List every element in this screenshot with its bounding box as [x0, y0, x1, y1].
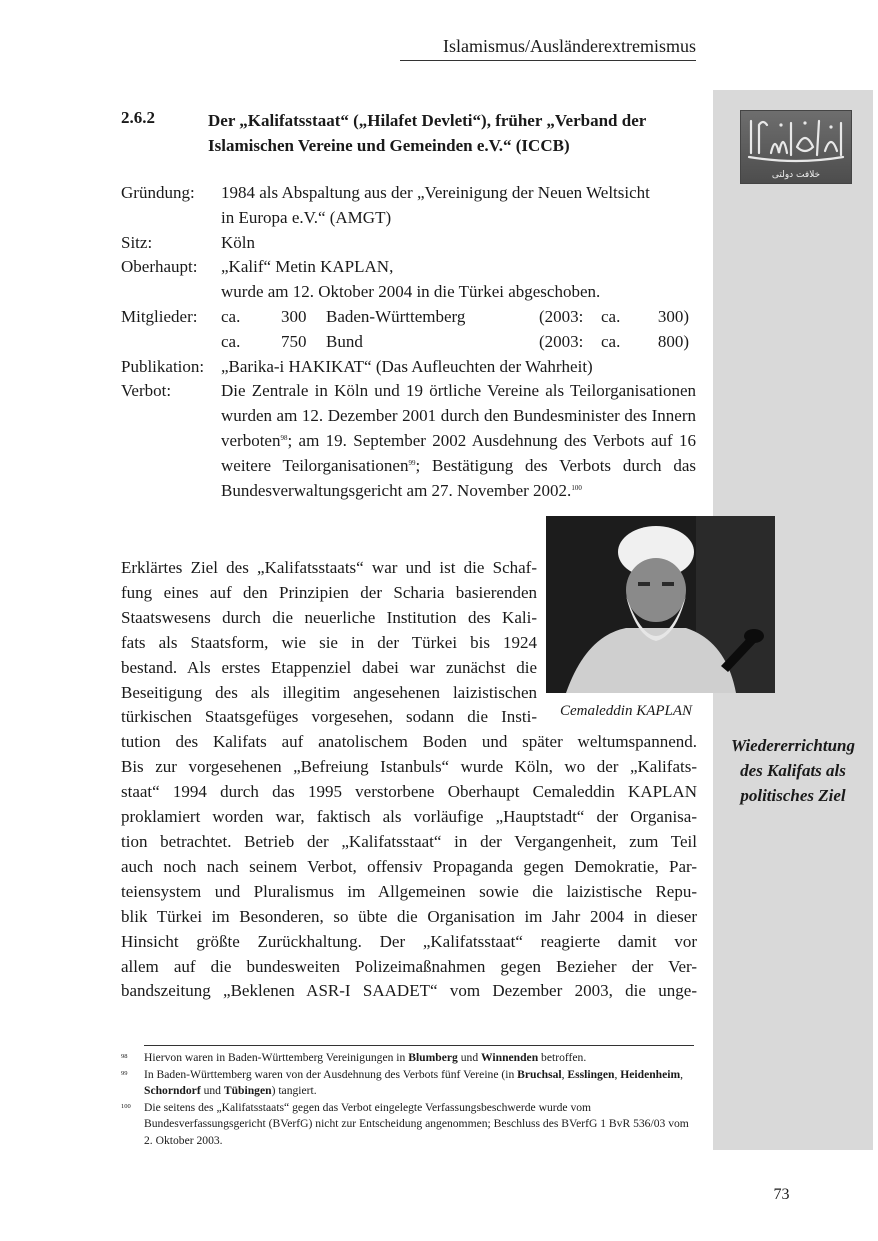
page-number: 73: [773, 1186, 790, 1203]
body-line: tion betrachtet. Betrieb der „Kalifatsstaat“ in der Vergangenheit, zum Teil: [121, 831, 697, 851]
fact-gruendung: [121, 181, 697, 231]
member-row: ca. 300 Baden-Württemberg (2003: ca. 300): [221, 306, 689, 326]
fact-mitglieder: [121, 305, 697, 355]
body-line: staat“ 1994 durch das 1995 verstorbene Oberhaupt Cemaleddin KAPLAN: [121, 782, 697, 802]
photo-caption: Cemaleddin KAPLAN: [559, 703, 693, 719]
fact-publikation: [121, 355, 697, 380]
footnote-text: In Baden-Württemberg waren von der Ausdehnung des Verbots fünf Vereine (in Bruchsal, Esslingen, Heidenheim, Schorndorf und Tübingen) tangiert.: [144, 1067, 684, 1097]
section-title: Der „Kalifatsstaat“ („Hilafet Devleti“), früher „Verband der Islamischen Vereine und Gemeinden e.V.“ (ICCB): [208, 111, 646, 155]
footnote-number: 98: [121, 1053, 128, 1060]
body-line: bestand. Als erstes Etappenziel dabei war zunächst die: [121, 657, 537, 677]
fact-value: Köln: [221, 232, 255, 252]
body-line: bandszeitung „Beklenen ASR-I SAADET“ vom Dezember 2003, die unge-: [121, 981, 697, 1001]
fact-oberhaupt: [121, 255, 697, 305]
footnote-ref[interactable]: 99: [408, 458, 416, 467]
fact-label: Publikation:: [121, 356, 205, 376]
body-line: Staatswesens durch die neuerliche Institution des Kali-: [121, 607, 537, 627]
body-line: türkischen Staatsgefüges vorgesehen, sodann die Insti-: [121, 707, 537, 727]
fact-label: Verbot:: [121, 381, 172, 401]
member-row: ca. 750 Bund (2003: ca. 800): [221, 331, 689, 351]
fact-value: wurde am 12. Oktober 2004 in die Türkei abgeschoben.: [221, 282, 601, 302]
fact-label: Sitz:: [121, 232, 153, 252]
body-line: teiensystem und Pluralismus im Allgemeinen sowie die laizistische Repu-: [121, 881, 697, 901]
body-line: allem auf die bundesweiten Polizeimaßnahmen gegen Bezieher der Ver-: [121, 956, 697, 976]
fact-sitz: [121, 231, 697, 256]
footnote-99: [121, 1067, 697, 1100]
running-header: Islamismus/Ausländerextremismus: [400, 36, 696, 61]
footnote-text: Hiervon waren in Baden-Württemberg Vereinigungen in Blumberg und Winnenden betroffen.: [144, 1051, 587, 1064]
margin-note: Wiedererrichtung des Kalifats als politisches Ziel: [730, 736, 856, 805]
body-line: proklamiert worden war, faktisch als vorläufige „Hauptstadt“ der Organisa-: [121, 807, 697, 827]
body-line: auch noch nach seinem Verbot, offensiv Propaganda gegen Demokratie, Par-: [121, 856, 697, 876]
footnote-98: [121, 1050, 697, 1067]
body-line: Bis zur vorgesehenen „Befreiung Istanbuls“ wurde Köln, wo der „Kalifats-: [121, 757, 697, 777]
body-line: Hinsicht größte Zurückhaltung. Der „Kalifatsstaat“ reagierte damit vor: [121, 931, 697, 951]
footnote-100: [121, 1100, 697, 1150]
body-line: Beseitigung des als illegitim angesehenen laizistischen: [121, 682, 537, 702]
fact-value: Die Zentrale in Köln und 19 örtliche Vereine als Teilorganisationen wurden am 12. Dezember 2001 durch den Bundesminister des Innern verboten$^{98}$; am 19. September 2002 Ausdehnung des Verbots auf 16 weitere Teilorganisationen$^{99}$; Bestätigung des Verbots durch das Bundesverwaltungsgericht am 27. November 2002.$^{100}$: [221, 381, 696, 500]
fact-label: Mitglieder:: [121, 306, 198, 326]
kalifatsstaat-logo: [740, 110, 852, 184]
fact-value: „Barika-i HAKIKAT“ (Das Aufleuchten der Wahrheit): [221, 356, 593, 376]
footnotes: [121, 1050, 697, 1149]
fact-value: 1984 als Abspaltung aus der „Vereinigung der Neuen Weltsicht: [221, 183, 650, 202]
footnote-ref[interactable]: 100: [571, 483, 582, 492]
footnote-ref[interactable]: 98: [280, 433, 288, 442]
fact-value: „Kalif“ Metin KAPLAN,: [221, 257, 394, 277]
fact-label: Gründung:: [121, 183, 195, 202]
footnote-text: Die seitens des „Kalifatsstaats“ gegen das Verbot eingelegte Verfassungsbeschwerde wurde vom Bundesverfassungsgericht (BVerfG) nicht zur Entscheidung angenommen; Beschluss des BVerfG 1 BvR 536/03 vom 2. Oktober 2003.: [144, 1100, 689, 1147]
body-line: Erklärtes Ziel des „Kalifatsstaats“ war und ist die Schaf-: [121, 558, 537, 577]
body-line: fung eines auf den Prinzipien der Scharia basierenden: [121, 582, 537, 602]
section-number: 2.6.2: [121, 108, 155, 127]
footnote-number: 99: [121, 1069, 128, 1077]
body-paragraph: [121, 556, 697, 1004]
fact-label: Oberhaupt:: [121, 257, 198, 277]
footnote-number: 100: [121, 1102, 131, 1110]
fact-verbot: [121, 379, 697, 503]
calligraphy-emblem-icon: [741, 111, 851, 167]
body-line: fats als Staatsform, wie sie in der Türkei bis 1924: [121, 632, 537, 652]
body-line: blik Türkei im Besonderen, so übte die Organisation im Jahr 2004 in dieser: [121, 906, 697, 926]
footnote-divider: [144, 1045, 694, 1046]
fact-sheet: [121, 181, 697, 503]
fact-value: in Europa e.V.“ (AMGT): [221, 207, 392, 227]
body-line: tution des Kalifats auf anatolischem Boden und später weltumspannend.: [121, 732, 697, 752]
logo-caption: خلافت دولتی: [771, 170, 821, 180]
